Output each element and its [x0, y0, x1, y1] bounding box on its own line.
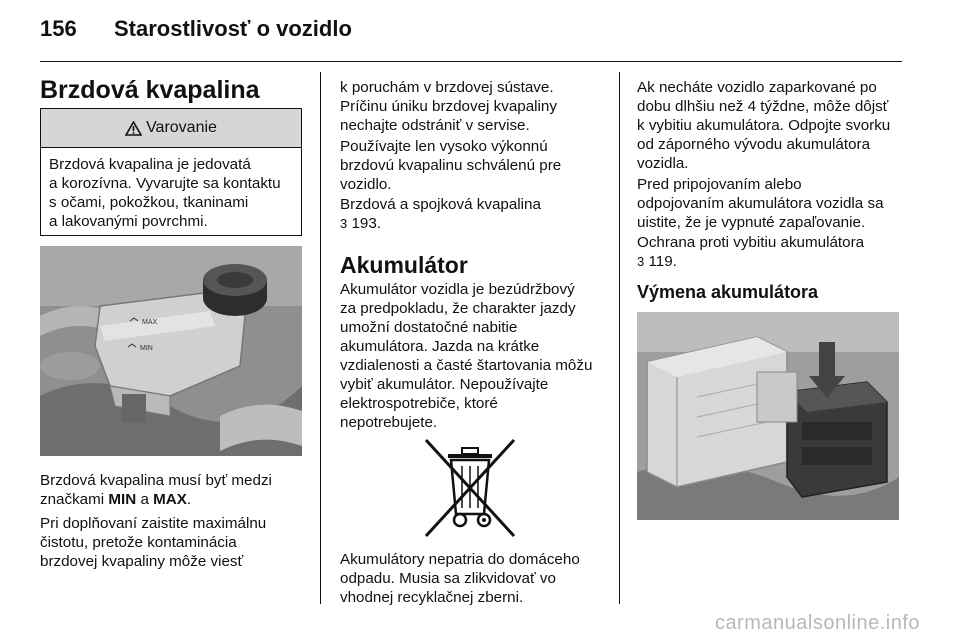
battery-compartment-photo [637, 312, 899, 520]
section-title-brake-fluid: Brzdová kvapalina [40, 76, 260, 104]
text-line: odpojovaním akumulátora vozidla sa [637, 195, 884, 212]
text-line: Brzdová kvapalina musí byť medzi [40, 472, 272, 489]
text-line: čistotu, pretože kontaminácia [40, 534, 237, 551]
warning-text [49, 155, 299, 231]
approved-fluid-paragraph [340, 137, 612, 194]
min-mark-label: MIN [140, 345, 153, 352]
reference-arrow-icon: 3 [637, 254, 645, 269]
text-line: vozidlo. [340, 176, 392, 193]
discharge-protection-paragraph [637, 233, 909, 271]
text-line: Používajte len vysoko výkonnú [340, 138, 548, 155]
text-line: odpadu. Musia sa zlikvidovať vo [340, 570, 556, 587]
parked-vehicle-paragraph [637, 78, 909, 173]
text-line: Akumulátor vozidla je bezúdržbový [340, 281, 575, 298]
text-line: nechajte odstrániť v servise. [340, 117, 530, 134]
text-line: vhodnej recyklačnej zberni. [340, 589, 524, 606]
text-line: vozidla. [637, 155, 689, 172]
page-reference[interactable] [340, 214, 612, 233]
column-divider [619, 72, 620, 604]
text-line: Ochrana proti vybitiu akumulátora [637, 234, 865, 251]
reference-arrow-icon: 3 [340, 216, 348, 231]
battery-maintenance-paragraph [340, 280, 612, 432]
cleanliness-paragraph [40, 514, 308, 571]
brake-fluid-level-paragraph [40, 471, 308, 509]
text-line: za predpokladu, že charakter jazdy [340, 300, 576, 317]
warning-line: Brzdová kvapalina je jedovatá [49, 156, 251, 173]
section-title-battery-replacement: Výmena akumulátora [637, 282, 819, 302]
text-line: Príčinu úniku brzdovej kvapaliny [340, 98, 557, 115]
text-line: uistite, že je vypnuté zapaľovanie. [637, 214, 866, 231]
battery-disposal-paragraph [340, 550, 612, 607]
warning-line: a lakovanými povrchmi. [49, 213, 208, 230]
reference-page: 119. [644, 253, 677, 270]
text-line: elektrospotrebiče, ktoré [340, 395, 498, 412]
brake-fault-paragraph [340, 78, 612, 135]
text-line: brzdovú kvapalinu schválenú pre [340, 157, 562, 174]
warning-line: s očami, pokožkou, tkaninami [49, 194, 249, 211]
column-divider [320, 72, 321, 604]
page-number: 156 [40, 16, 77, 41]
text-line: Ak necháte vozidlo zaparkované po [637, 79, 877, 96]
warning-line: a korozívna. Vyvarujte sa kontaktu [49, 175, 281, 192]
text-fragment: a [136, 491, 154, 508]
warning-header [41, 109, 301, 148]
min-mark: MIN [108, 491, 137, 508]
warning-title: Varovanie [146, 119, 217, 136]
text-line: akumulátora. Jazda na krátke [340, 338, 540, 355]
text-line: vybiť akumulátor. Nepoužívajte [340, 376, 549, 393]
text-line: Akumulátory nepatria do domáceho [340, 551, 580, 568]
warning-box [40, 108, 302, 236]
max-mark: MAX [153, 491, 187, 508]
section-title-battery: Akumulátor [340, 252, 468, 278]
text-line: Brzdová a spojková kvapalina [340, 196, 541, 213]
page-title: Starostlivosť o vozidlo [114, 16, 352, 41]
reference-page: 193. [347, 215, 382, 232]
text-line: dobu dlhšiu než 4 týždne, môže dôjsť [637, 98, 889, 115]
ignition-off-paragraph [637, 175, 909, 232]
crossed-bin-icon [418, 436, 522, 540]
text-fragment: značkami [40, 491, 109, 508]
fluid-reference-paragraph [340, 195, 612, 233]
text-line: vzdialenosti a časté štartovania môžu [340, 357, 593, 374]
text-line: umožní dostatočné nabitie [340, 319, 518, 336]
page-header [40, 16, 902, 50]
page-reference[interactable] [637, 252, 909, 271]
text-line: Pri doplňovaní zaistite maximálnu [40, 515, 267, 532]
text-line: brzdovej kvapaliny môže viesť [40, 553, 244, 570]
text-line: k vybitiu akumulátora. Odpojte svorku [637, 117, 891, 134]
text-fragment: . [186, 491, 192, 508]
watermark: carmanualsonline.info [714, 612, 920, 634]
text-line: Pred pripojovaním alebo [637, 176, 802, 193]
max-mark-label: MAX [142, 319, 158, 326]
text-line: od záporného vývodu akumulátora [637, 136, 871, 153]
text-line: k poruchám v brzdovej sústave. [340, 79, 554, 96]
text-line: nepotrebujete. [340, 414, 438, 431]
header-divider [40, 61, 902, 62]
brake-fluid-reservoir-photo [40, 246, 302, 456]
text-line [40, 490, 308, 509]
warning-triangle-icon [125, 121, 142, 136]
